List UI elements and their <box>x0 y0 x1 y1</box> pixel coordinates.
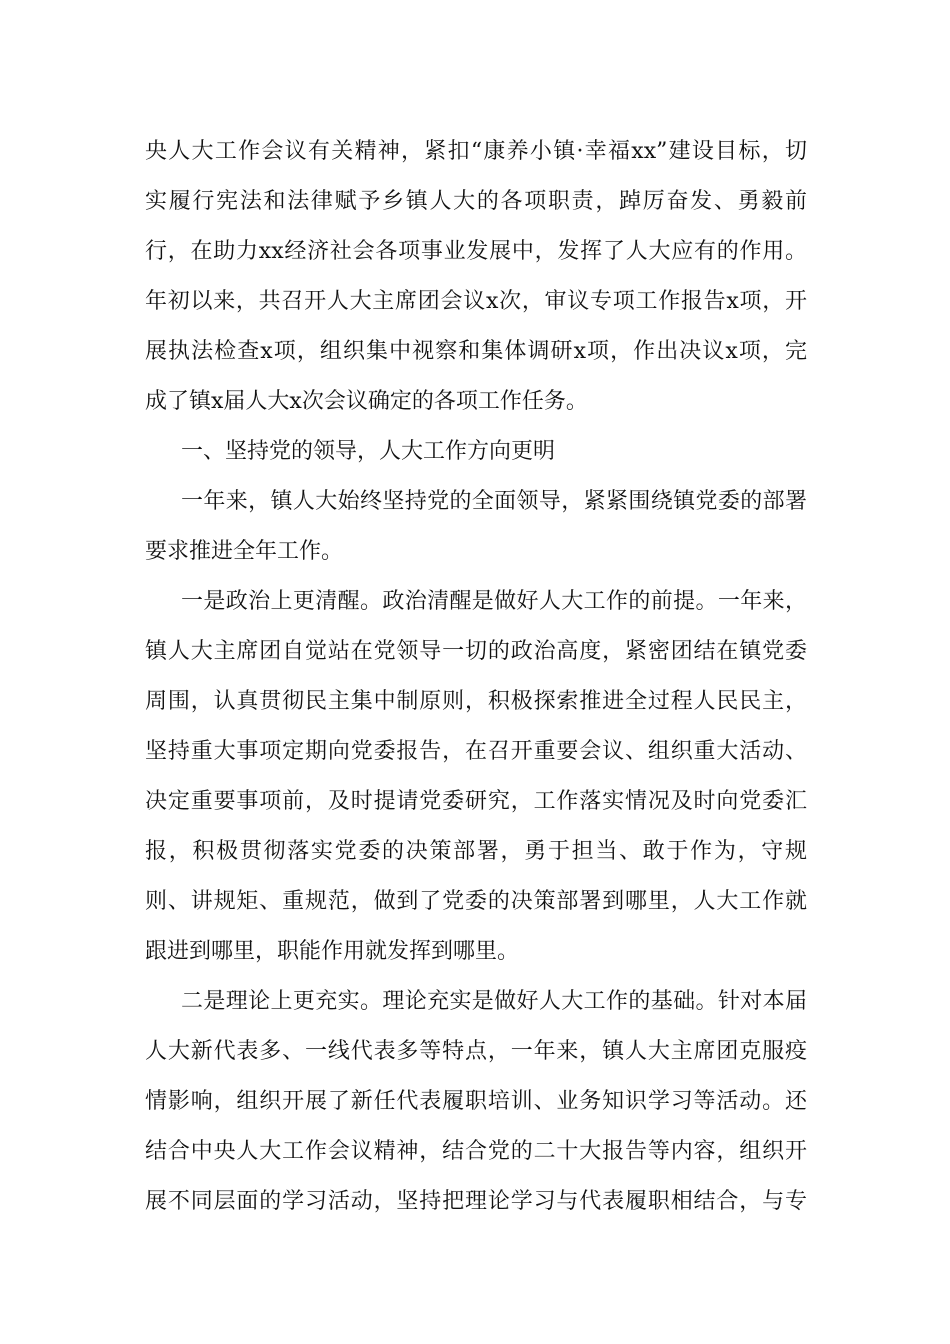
text-line: 一年来，镇人大始终坚持党的全面领导，紧紧围绕镇党委的部署 <box>181 489 807 514</box>
paragraph <box>145 127 807 427</box>
paragraph <box>145 577 807 977</box>
text-line: 要求推进全年工作。 <box>145 539 344 564</box>
text-line: 年初以来，共召开人大主席团会议x次，审议专项工作报告x项，开 <box>145 289 807 314</box>
text-line: 则、讲规矩、重规范，做到了党委的决策部署到哪里，人大工作就 <box>145 889 807 914</box>
text-line: 镇人大主席团自觉站在党领导一切的政治高度，紧密团结在镇党委 <box>145 639 807 664</box>
paragraph <box>145 477 807 577</box>
text-line: 决定重要事项前，及时提请党委研究，工作落实情况及时向党委汇 <box>145 789 807 814</box>
text-line: 坚持重大事项定期向党委报告，在召开重要会议、组织重大活动、 <box>145 739 807 764</box>
text-line: 实履行宪法和法律赋予乡镇人大的各项职责，踔厉奋发、勇毅前 <box>145 189 807 214</box>
text-line: 二是理论上更充实。理论充实是做好人大工作的基础。针对本届 <box>181 989 807 1014</box>
text-line: 报，积极贯彻落实党委的决策部署，勇于担当、敢于作为，守规 <box>145 839 807 864</box>
text-line: 跟进到哪里，职能作用就发挥到哪里。 <box>145 939 520 964</box>
text-line: 一是政治上更清醒。政治清醒是做好人大工作的前提。一年来， <box>181 589 807 614</box>
text-line: 人大新代表多、一线代表多等特点，一年来，镇人大主席团克服疫 <box>145 1039 807 1064</box>
text-line: 行，在助力xx经济社会各项事业发展中，发挥了人大应有的作用。 <box>145 239 807 264</box>
text-line: 情影响，组织开展了新任代表履职培训、业务知识学习等活动。还 <box>145 1089 807 1114</box>
paragraph <box>145 977 807 1227</box>
section-heading <box>145 427 807 477</box>
text-line: 结合中央人大工作会议精神，结合党的二十大报告等内容，组织开 <box>145 1139 807 1164</box>
section-heading-text: 一、坚持党的领导，人大工作方向更明 <box>181 439 556 464</box>
text-line: 展不同层面的学习活动，坚持把理论学习与代表履职相结合，与专 <box>145 1189 807 1214</box>
text-line: 央人大工作会议有关精神，紧扣“康养小镇·幸福xx”建设目标，切 <box>145 139 807 164</box>
text-line: 周围，认真贯彻民主集中制原则，积极探索推进全过程人民民主， <box>145 689 807 714</box>
text-line: 成了镇x届人大x次会议确定的各项工作任务。 <box>145 389 588 414</box>
document-body <box>145 127 807 1227</box>
text-line: 展执法检查x项，组织集中视察和集体调研x项，作出决议x项，完 <box>145 339 807 364</box>
